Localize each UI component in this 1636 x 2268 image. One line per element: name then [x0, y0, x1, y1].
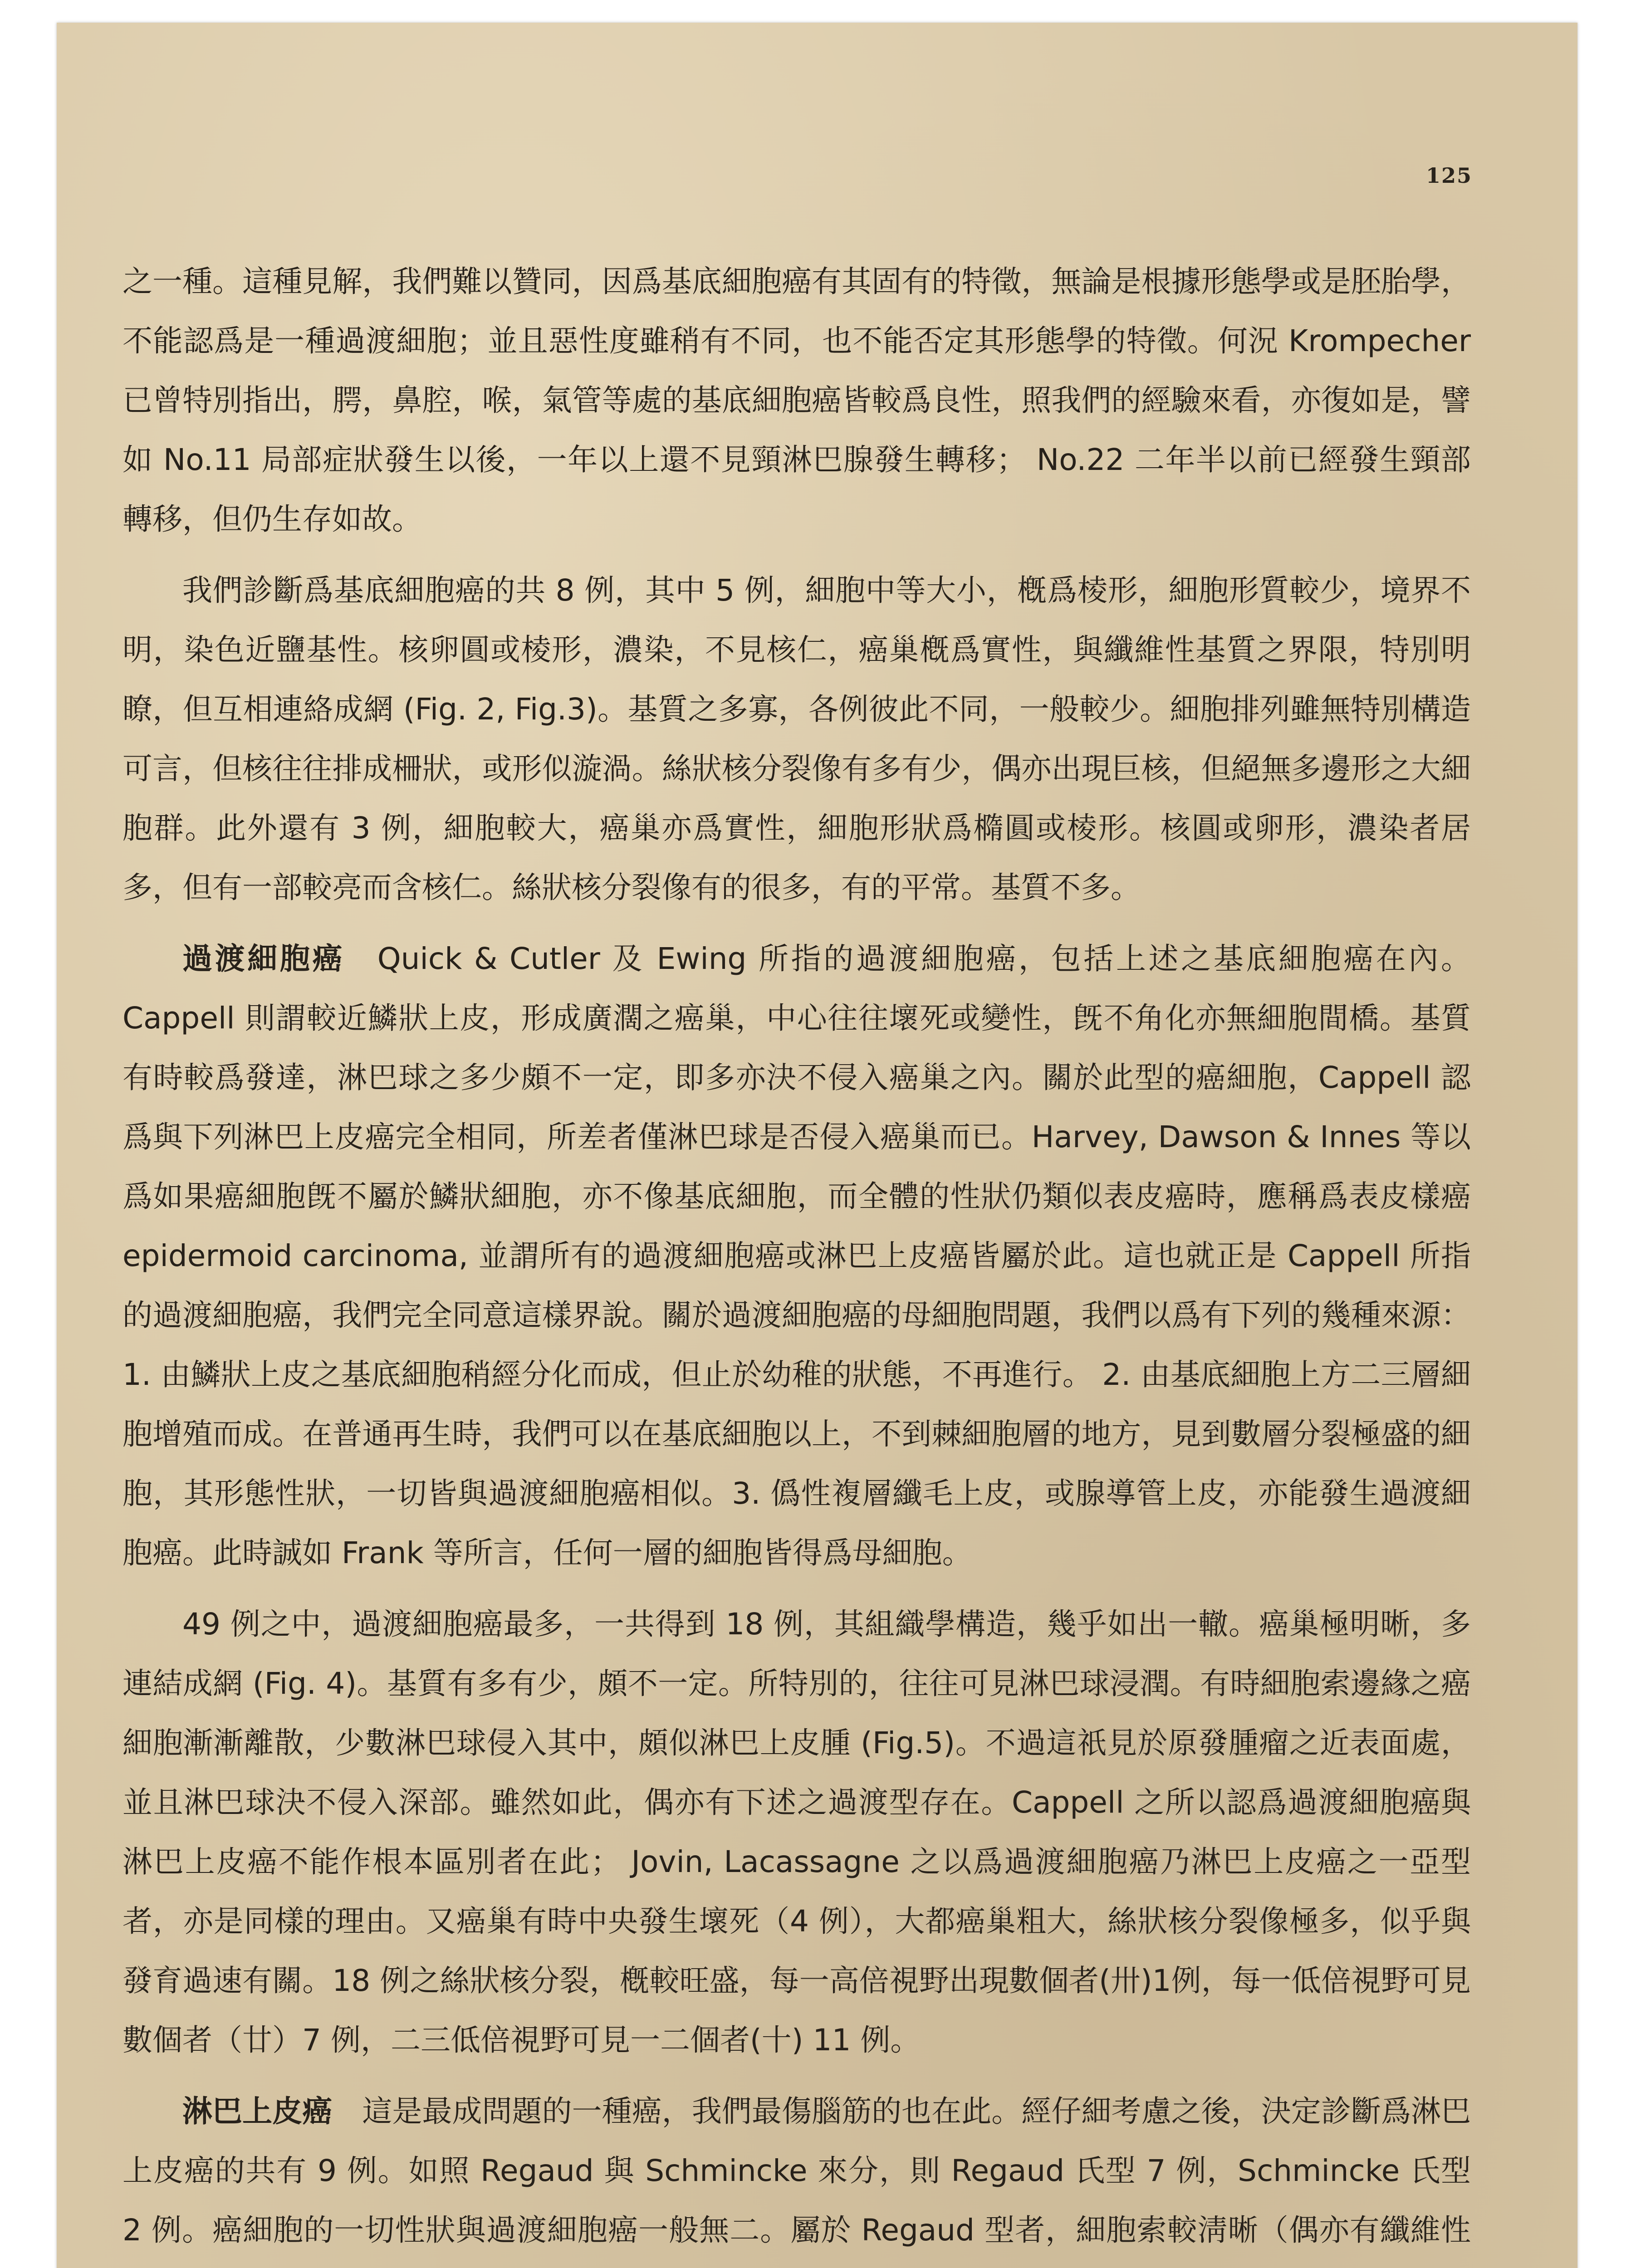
- paragraph-5: [122, 2082, 1471, 2268]
- section-term-transitional-cell-carcinoma: 過渡細胞癌: [182, 941, 345, 976]
- paragraph-text: 我們診斷爲基底細胞癌的共 8 例，其中 5 例，細胞中等大小，槪爲棱形，細胞形質較少，境界不明，染色近鹽基性。核卵圓或棱形，濃染，不見核仁，癌巢槪爲實性，與纖維性基質之界限，特別明瞭，但互相連絡成網 (Fig. 2, Fig.3)。基質之多寡，各例彼此不同，一般較少。細胞排列雖無特別構造可言，但核往往排成柵狀，或形似漩渦。絲狀核分裂像有多有少，偶亦出現巨核，但絕無多邊形之大細胞群。此外還有 3 例，細胞較大，癌巢亦爲實性，細胞形狀爲橢圓或棱形。核圓或卵形，濃染者居多，但有一部較亮而含核仁。絲狀核分裂像有的很多，有的平常。基質不多。: [122, 573, 1471, 905]
- paragraph-3: [122, 929, 1471, 1583]
- section-term-lymphoepithelioma: 淋巴上皮癌: [182, 2094, 333, 2129]
- paragraph-text: 之一種。這種見解，我們難以贊同，因爲基底細胞癌有其固有的特徵，無論是根據形態學或是胚胎學，不能認爲是一種過渡細胞；並且惡性度雖稍有不同，也不能否定其形態學的特徵。何況 Krompecher 已曾特別指出，腭，鼻腔，喉，氣管等處的基底細胞癌皆較爲良性，照我們的經驗來看，亦復如是，譬如 No.11 局部症狀發生以後，一年以上還不見頸淋巴腺發生轉移； No.22 二年半以前已經發生頸部轉移，但仍生存如故。: [122, 264, 1471, 537]
- page-number: 125: [1425, 163, 1472, 188]
- paragraph-2: [122, 561, 1471, 917]
- paragraph-text: 這是最成問題的一種癌，我們最傷腦筋的也在此。經仔細考慮之後，決定診斷爲淋巴上皮癌的共有 9 例。如照 Regaud 與 Schmincke 來分，則 Regaud 氏型 7 例，Schmincke 氏型 2 例。癌細胞的一切性狀與過渡細胞癌一般無二。屬於 Regaud 型者，細胞索較淸晰（偶亦有纖維性: [122, 2094, 1471, 2248]
- paragraph-text: 49 例之中，過渡細胞癌最多，一共得到 18 例，其組織學構造，幾乎如出一轍。癌巢極明晰，多連結成網 (Fig. 4)。基質有多有少，頗不一定。所特別的，往往可見淋巴球浸潤。有時細胞索邊緣之癌細胞漸漸離散，少數淋巴球侵入其中，頗似淋巴上皮腫 (Fig.5)。不過這祇見於原發腫瘤之近表面處，並且淋巴球決不侵入深部。雖然如此，偶亦有下述之過渡型存在。Cappell 之所以認爲過渡細胞癌與淋巴上皮癌不能作根本區別者在此； Jovin, Lacassagne 之以爲過渡細胞癌乃淋巴上皮癌之一亞型者，亦是同樣的理由。又癌巢有時中央發生壞死（4 例），大都癌巢粗大，絲狀核分裂像極多，似乎與發育過速有關。18 例之絲狀核分裂，槪較旺盛，每一高倍視野出現數個者(卅)1例，每一低倍視野可見數個者（廿）7 例，二三低倍視野可見一二個者(十) 11 例。: [122, 1607, 1471, 2058]
- document-page: [57, 23, 1577, 2268]
- paragraph-1: [122, 252, 1471, 549]
- paragraph-4: [122, 1594, 1471, 2070]
- body-text: [122, 252, 1471, 2268]
- paragraph-text: Quick & Cutler 及 Ewing 所指的過渡細胞癌，包括上述之基底細胞癌在內。Cappell 則謂較近鱗狀上皮，形成廣濶之癌巢，中心往往壞死或變性，旣不角化亦無細胞間橋。基質有時較爲發達，淋巴球之多少頗不一定，即多亦決不侵入癌巢之內。關於此型的癌細胞，Cappell 認爲與下列淋巴上皮癌完全相同，所差者僅淋巴球是否侵入癌巢而已。Harvey, Dawson & Innes 等以爲如果癌細胞旣不屬於鱗狀細胞，亦不像基底細胞，而全體的性狀仍類似表皮癌時，應稱爲表皮樣癌 epidermoid carcinoma, 並謂所有的過渡細胞癌或淋巴上皮癌皆屬於此。這也就正是 Cappell 所指的過渡細胞癌，我們完全同意這樣界說。關於過渡細胞癌的母細胞問題，我們以爲有下列的幾種來源：1. 由鱗狀上皮之基底細胞稍經分化而成，但止於幼稚的狀態，不再進行。 2. 由基底細胞上方二三層細胞增殖而成。在普通再生時，我們可以在基底細胞以上，不到棘細胞層的地方，見到數層分裂極盛的細胞，其形態性狀，一切皆與過渡細胞癌相似。3. 僞性複層纖毛上皮，或腺導管上皮，亦能發生過渡細胞癌。此時誠如 Frank 等所言，任何一層的細胞皆得爲母細胞。: [122, 941, 1471, 1570]
